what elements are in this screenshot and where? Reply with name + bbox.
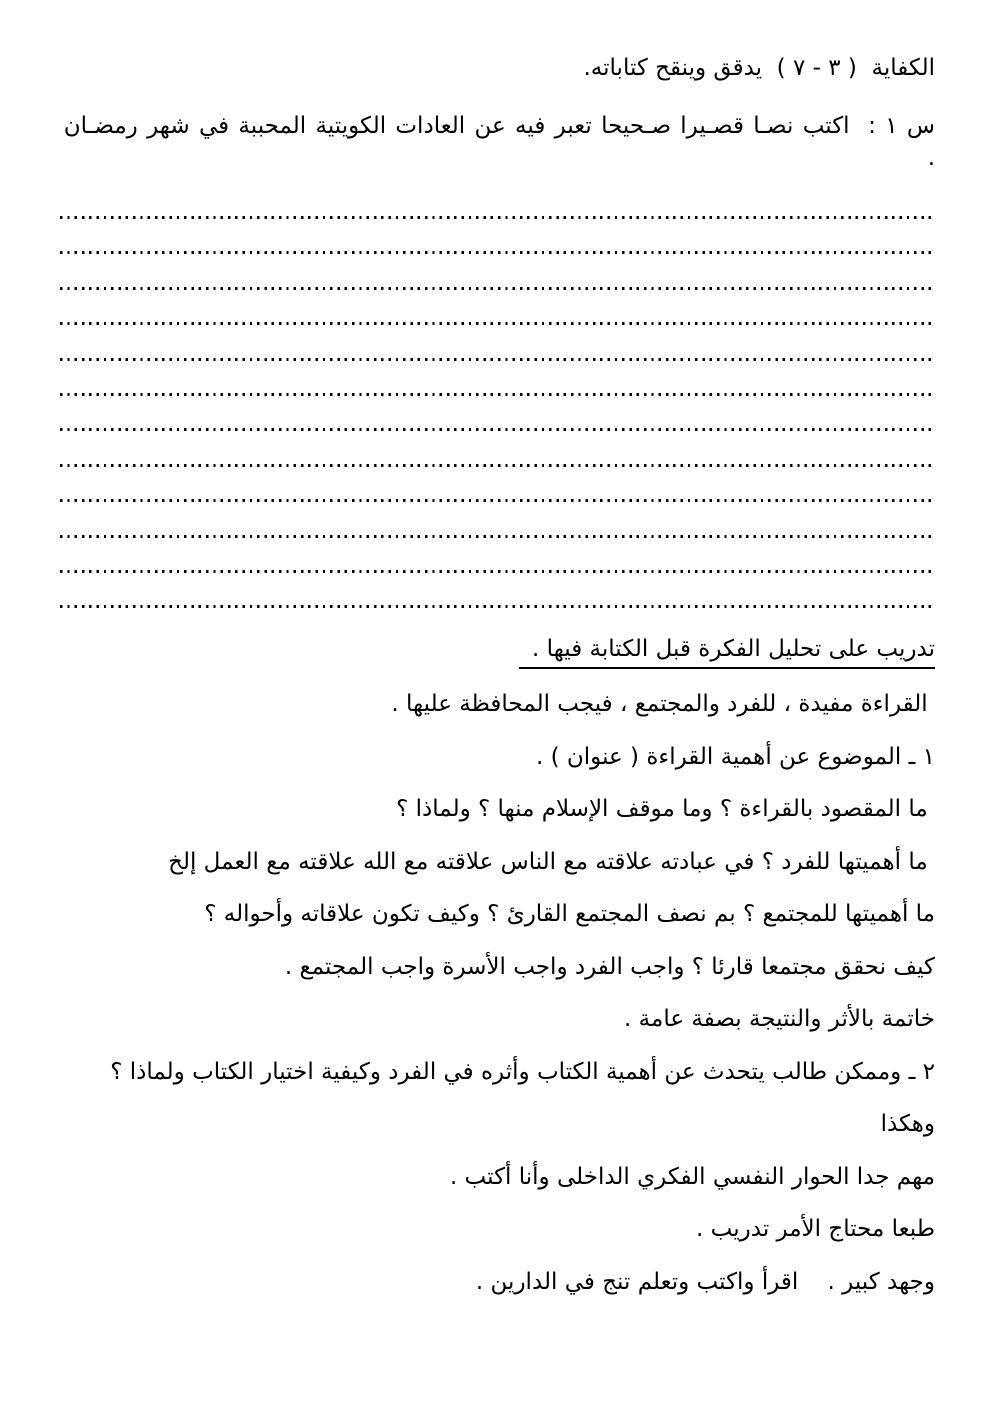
answer-dotted-line bbox=[60, 287, 935, 290]
training-heading-row bbox=[60, 632, 935, 668]
answer-dotted-line bbox=[60, 251, 935, 254]
analysis-line: كيف نحقق مجتمعا قارئا ؟ واجب الفرد واجب الأسرة واجب المجتمع . bbox=[284, 953, 935, 980]
question-line: س ١ : اكتب نصـا قصـيرا صـحيحا تعبر فيه عن العادات الكويتية المحببة في شهر رمضـان . bbox=[54, 113, 935, 171]
answer-dotted-line bbox=[60, 499, 935, 502]
analysis-line: ما أهميتها للفرد ؟ في عبادته علاقته مع الناس علاقته مع الله علاقته مع العمل إلخ bbox=[168, 848, 935, 875]
analysis-section bbox=[60, 678, 935, 1308]
analysis-line: وهكذا bbox=[880, 1111, 935, 1138]
answer-dotted-line bbox=[60, 322, 935, 325]
answer-dotted-line bbox=[60, 464, 935, 467]
answer-dotted-line bbox=[60, 570, 935, 573]
training-heading: تدريب على تحليل الفكرة قبل الكتابة فيها . bbox=[519, 636, 935, 669]
analysis-line: ١ ـ الموضوع عن أهمية القراءة ( عنوان ) . bbox=[536, 743, 935, 770]
answer-dotted-line bbox=[60, 216, 935, 219]
answer-dotted-line bbox=[60, 605, 935, 608]
answer-dotted-line bbox=[60, 393, 935, 396]
analysis-line: مهم جدا الحوار النفسي الفكري الداخلى وأنا أكتب . bbox=[449, 1163, 935, 1190]
analysis-line: القراءة مفيدة ، للفرد والمجتمع ، فيجب المحافظة عليها . bbox=[391, 691, 935, 718]
answer-dotted-line bbox=[60, 358, 935, 361]
analysis-line: ما المقصود بالقراءة ؟ وما موقف الإسلام منها ؟ ولماذا ؟ bbox=[396, 796, 935, 823]
answer-dotted-line bbox=[60, 535, 935, 538]
competency-line: الكفاية ( ٣ - ٧ ) يدقق وينقح كتاباته. bbox=[583, 55, 935, 81]
analysis-line: ٢ ـ وممكن طالب يتحدث عن أهمية الكتاب وأثره في الفرد وكيفية اختيار الكتاب ولماذا ؟ bbox=[110, 1058, 935, 1085]
analysis-line: وجهد كبير . اقرأ واكتب وتعلم تنج في الدارين . bbox=[475, 1268, 935, 1295]
analysis-line: خاتمة بالأثر والنتيجة بصفة عامة . bbox=[624, 1006, 935, 1033]
answer-writing-area bbox=[60, 216, 935, 608]
analysis-line: طبعا محتاج الأمر تدريب . bbox=[696, 1216, 935, 1243]
answer-dotted-line bbox=[60, 428, 935, 431]
analysis-line: ما أهميتها للمجتمع ؟ بم نصف المجتمع القارئ ؟ وكيف تكون علاقاته وأحواله ؟ bbox=[204, 901, 935, 928]
